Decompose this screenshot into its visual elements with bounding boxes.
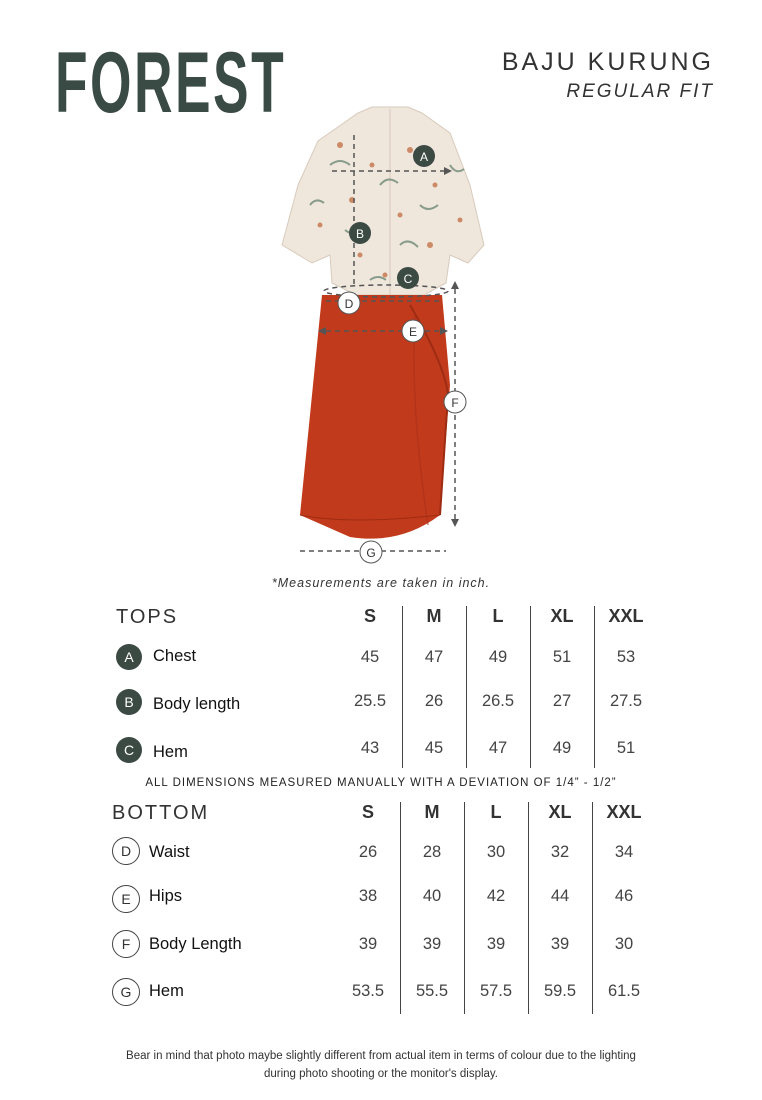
badge-d: D: [112, 837, 140, 865]
table-cell: 43: [360, 739, 380, 757]
table-cell: 51: [616, 739, 636, 757]
table-cell: 32: [550, 843, 570, 861]
table-cell: 49: [488, 648, 508, 666]
tops-size-xl: XL: [550, 606, 574, 626]
tops-table: [110, 606, 660, 776]
table-cell: 39: [422, 935, 442, 953]
row-label-body-length: Body Length: [149, 935, 242, 953]
row-label-chest: Chest: [153, 647, 197, 665]
table-cell: 26: [358, 843, 378, 861]
marker-f: [444, 391, 466, 413]
table-cell: 59.5: [543, 982, 577, 1000]
bottom-size-xxl: XXL: [606, 802, 642, 822]
svg-text:E: E: [408, 325, 418, 339]
deviation-note: ALL DIMENSIONS MEASURED MANUALLY WITH A DEVIATION OF 1/4” - 1/2”: [145, 777, 617, 789]
table-cell: 49: [552, 739, 572, 757]
table-cell: 34: [614, 843, 634, 861]
marker-g: [360, 541, 382, 563]
disclaimer-line-2: during photo shooting or the monitor's display.: [263, 1068, 499, 1080]
row-label-waist: Waist: [149, 843, 190, 861]
table-cell: 57.5: [479, 982, 513, 1000]
disclaimer-line-1: Bear in mind that photo maybe slightly different from actual item in terms of colour due to the lighting: [126, 1050, 636, 1062]
style-name: BAJU KURUNG: [501, 48, 714, 76]
tops-size-s: S: [363, 606, 376, 626]
marker-b: [349, 222, 371, 244]
badge-a: A: [116, 644, 142, 670]
bottom-size-s: S: [361, 802, 374, 822]
table-cell: 53.5: [351, 982, 385, 1000]
bottom-title: BOTTOM: [112, 802, 210, 824]
badge-f: F: [112, 930, 140, 958]
color-disclaimer: [60, 1047, 702, 1083]
table-cell: 45: [424, 739, 444, 757]
style-heading: [502, 48, 714, 103]
row-label-hem: Hem: [149, 982, 184, 1000]
table-cell: 46: [614, 887, 634, 905]
marker-e: [402, 320, 424, 342]
tops-size-l: L: [492, 606, 504, 626]
svg-text:C: C: [403, 272, 413, 286]
badge-e: E: [112, 885, 140, 913]
badge-g: G: [112, 978, 140, 1006]
brand-logo: FOREST: [55, 35, 287, 131]
table-cell: 28: [422, 843, 442, 861]
table-cell: 30: [486, 843, 506, 861]
table-cell: 40: [422, 887, 442, 905]
svg-text:D: D: [344, 297, 354, 311]
blouse-image: [282, 107, 484, 295]
tops-size-xxl: XXL: [608, 606, 644, 626]
table-cell: 26: [424, 692, 444, 710]
badge-b: B: [116, 689, 142, 715]
table-cell: 55.5: [415, 982, 449, 1000]
badge-c: C: [116, 737, 142, 763]
table-cell: 47: [424, 648, 444, 666]
row-label-body-length: Body length: [153, 695, 241, 713]
table-cell: 26.5: [481, 692, 515, 710]
table-cell: 27: [552, 692, 572, 710]
marker-c: [397, 267, 419, 289]
svg-text:A: A: [419, 150, 429, 164]
garment-illustration: [260, 105, 520, 575]
table-cell: 53: [616, 648, 636, 666]
svg-text:F: F: [451, 396, 459, 410]
bottom-size-xl: XL: [548, 802, 572, 822]
measurement-note: *Measurements are taken in inch.: [271, 576, 491, 590]
table-cell: 39: [550, 935, 570, 953]
marker-d: [338, 292, 360, 314]
table-cell: 27.5: [609, 692, 643, 710]
bottom-size-m: M: [424, 802, 440, 822]
tops-title: TOPS: [116, 606, 179, 628]
table-cell: 61.5: [607, 982, 641, 1000]
table-cell: 42: [486, 887, 506, 905]
row-label-hem: Hem: [153, 743, 188, 761]
svg-text:G: G: [366, 546, 376, 560]
table-cell: 45: [360, 648, 380, 666]
table-cell: 39: [486, 935, 506, 953]
bottom-size-l: L: [490, 802, 502, 822]
table-cell: 51: [552, 648, 572, 666]
svg-text:B: B: [355, 227, 365, 241]
tops-size-m: M: [426, 606, 442, 626]
bottom-table: [108, 802, 658, 1017]
table-cell: 38: [358, 887, 378, 905]
row-label-hips: Hips: [149, 887, 183, 905]
table-cell: 30: [614, 935, 634, 953]
fit-label: REGULAR FIT: [566, 81, 714, 102]
table-cell: 39: [358, 935, 378, 953]
table-cell: 47: [488, 739, 508, 757]
table-cell: 25.5: [353, 692, 387, 710]
table-cell: 44: [550, 887, 570, 905]
marker-a: [413, 145, 435, 167]
